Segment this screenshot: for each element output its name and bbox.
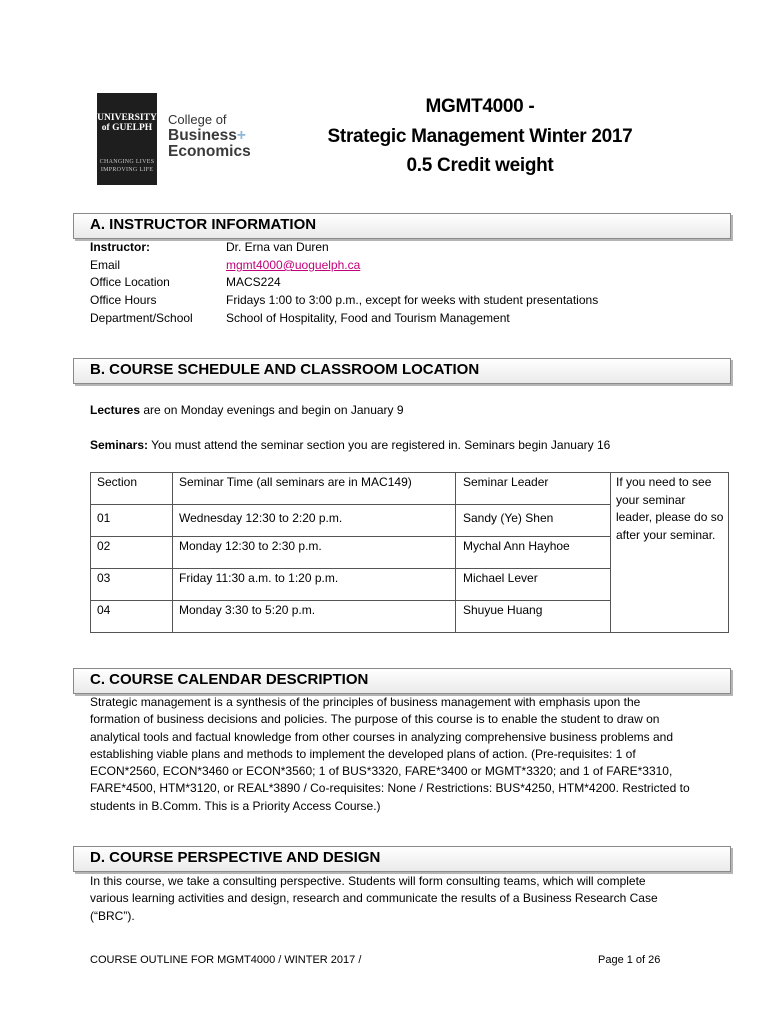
table-header-section: Section	[97, 475, 138, 489]
table-cell-section: 04	[97, 603, 111, 617]
instructor-email-link[interactable]: mgmt4000@uoguelph.ca	[226, 258, 361, 272]
seminar-leader-note: If you need to see your seminar leader, please do so after your seminar.	[616, 475, 724, 542]
calendar-description: Strategic management is a synthesis of the principles of business management with emphasis upon the formation of business decisions and policies. The purpose of this course is to enable the student to draw on analytical tools and factual knowledge from other courses in analyzing comprehensive business problems and establishing viable plans and methods to implement the developed plans of action. (Pre-requisites: 1 of ECON*2560, ECON*3460 or ECON*3560; 1 of BUS*3320, FARE*3400 or MGMT*3320; and 1 of FARE*3310, FARE*4500, HTM*3120, or REAL*3890 / Co-requisites: None / Restrictions: BUS*4250, HTM*4200. Restricted to students in B.Comm. This is a Priority Access Course.)	[90, 695, 690, 813]
table-cell-time: Wednesday 12:30 to 2:20 p.m.	[179, 511, 343, 525]
table-cell-section: 02	[97, 539, 111, 553]
credit-weight-title: 0.5 Credit weight	[406, 155, 554, 176]
table-divider	[90, 504, 610, 505]
footer-course-outline: COURSE OUTLINE FOR MGMT4000 / WINTER 2017 /	[90, 954, 362, 966]
university-name: UNIVERSITY of GUELPH	[97, 113, 157, 133]
table-divider	[610, 472, 611, 633]
table-divider	[90, 600, 610, 601]
table-divider	[90, 536, 610, 537]
table-cell-leader: Shuyue Huang	[463, 603, 543, 617]
section-d-header: D. COURSE PERSPECTIVE AND DESIGN	[73, 846, 731, 872]
email-row: Email mgmt4000@uoguelph.ca	[90, 258, 361, 272]
college-logo-text: College of Business+ Economics	[168, 112, 251, 160]
table-cell-time: Monday 3:30 to 5:20 p.m.	[179, 603, 316, 617]
office-hours-row: Office Hours Fridays 1:00 to 3:00 p.m., except for weeks with student presentations	[90, 293, 599, 307]
university-tagline: CHANGING LIVES IMPROVING LIFE	[99, 159, 155, 173]
course-code-title: MGMT4000 -	[425, 96, 535, 117]
table-divider	[455, 472, 456, 633]
table-cell-time: Monday 12:30 to 2:30 p.m.	[179, 539, 322, 553]
table-header-time: Seminar Time (all seminars are in MAC149)	[179, 475, 412, 489]
section-b-header: B. COURSE SCHEDULE AND CLASSROOM LOCATION	[73, 358, 731, 384]
seminars-paragraph: Seminars: You must attend the seminar section you are registered in. Seminars begin January 16	[90, 438, 611, 452]
table-cell-time: Friday 11:30 a.m. to 1:20 p.m.	[179, 571, 339, 585]
section-c-header: C. COURSE CALENDAR DESCRIPTION	[73, 668, 731, 694]
table-cell-leader: Sandy (Ye) Shen	[463, 511, 554, 525]
table-header-leader: Seminar Leader	[463, 475, 549, 489]
office-location-row: Office Location MACS224	[90, 275, 281, 289]
course-name-title: Strategic Management Winter 2017	[327, 126, 633, 147]
instructor-row: Instructor: Dr. Erna van Duren	[90, 240, 329, 254]
table-divider	[90, 568, 610, 569]
table-cell-section: 03	[97, 571, 111, 585]
course-perspective-text: In this course, we take a consulting perspective. Students will form consulting teams, which will complete various learning activities and design, research and communicate the results of a Business Research Case (“BRC”).	[90, 874, 658, 923]
department-row: Department/School School of Hospitality, Food and Tourism Management	[90, 311, 510, 325]
section-a-header: A. INSTRUCTOR INFORMATION	[73, 213, 731, 239]
table-cell-section: 01	[97, 511, 111, 525]
university-logo	[97, 93, 157, 185]
table-cell-leader: Mychal Ann Hayhoe	[463, 539, 570, 553]
table-cell-leader: Michael Lever	[463, 571, 538, 585]
footer-page-number: Page 1 of 26	[598, 954, 661, 966]
lectures-paragraph: Lectures are on Monday evenings and begin on January 9	[90, 403, 404, 417]
table-divider	[172, 472, 173, 633]
